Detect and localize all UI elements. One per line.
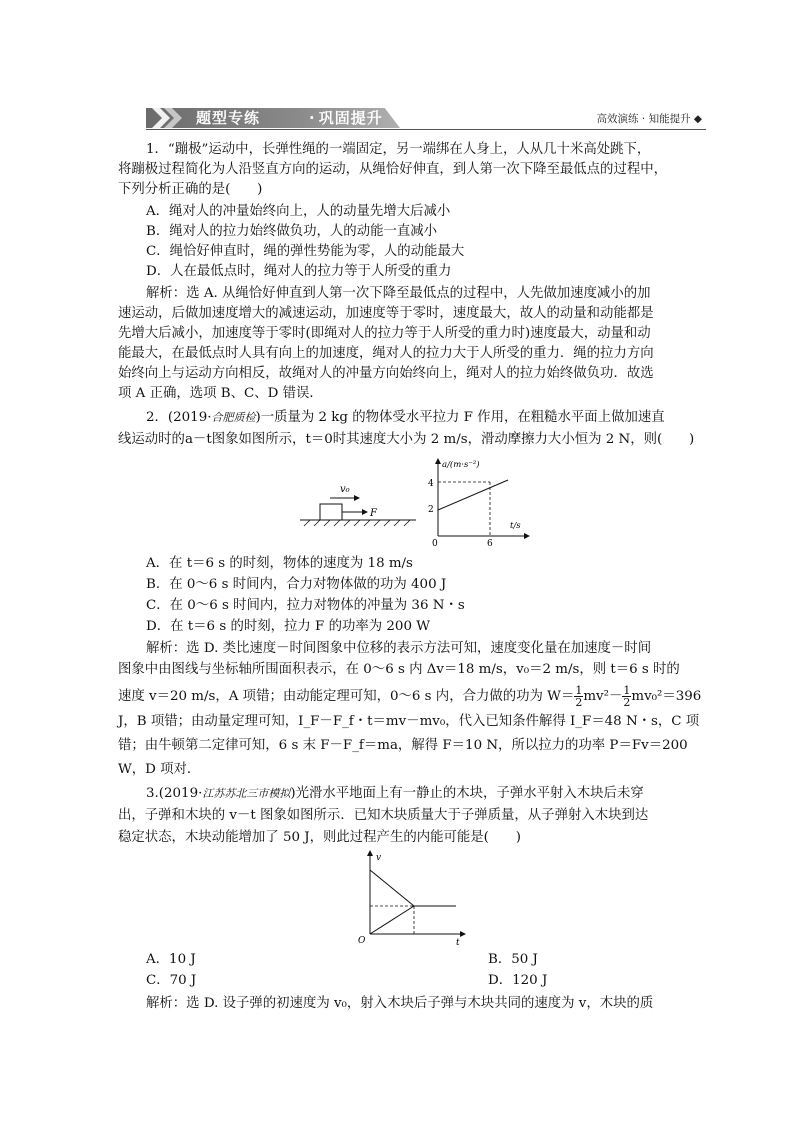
- q2-option-b: B．在 0～6 s 时间内，合力对物体做的功为 400 J: [146, 577, 447, 592]
- q3-stem-text-1: )光滑水平地面上有一静止的木块，子弹水平射入木块后未穿: [290, 786, 644, 801]
- q1-option-b: B．绳对人的拉力始终做负功，人的动能一直减小: [146, 224, 438, 239]
- q2-fig-force-arrowhead: [362, 509, 368, 515]
- q1-analysis-3: 先增大后减小，加速度等于零时(即绳对人的拉力等于人所受的重力时)速度最大，动量和动: [118, 326, 651, 341]
- q1-stem-line-3: 下列分析正确的是( ): [118, 182, 263, 197]
- banner-title: 题型专练: [196, 109, 261, 127]
- q2-graph-y-arrowhead: [435, 458, 441, 464]
- q1-option-d: D．人在最低点时，绳对人的拉力等于人所受的重力: [146, 264, 452, 279]
- q2-fig-v0: v₀: [340, 484, 350, 495]
- q3-source: 江苏苏北三市模拟: [202, 787, 291, 800]
- q3-graph-x-arrowhead: [460, 931, 466, 937]
- q1-number: 1．: [146, 142, 168, 157]
- q3-graph-axis-v: v: [376, 853, 382, 863]
- q2-graph-axis-t: t/s: [510, 521, 521, 531]
- q3-stem-line-3: 稳定状态，木块动能增加了 50 J，则此过程产生的内能可能是( ): [118, 830, 521, 845]
- q2-fig-block: [320, 504, 342, 520]
- q2-graph-tick-2: 2: [428, 505, 434, 515]
- q3-option-c: C．70 J: [146, 973, 197, 988]
- banner-subtitle-text: 巩固提升: [318, 109, 383, 127]
- q3-option-d: D．120 J: [488, 973, 548, 988]
- q2-graph-x-arrowhead: [524, 533, 530, 539]
- q2-stem-line-2: 线运动时的a－t图象如图所示，t＝0时其速度大小为 2 m/s，滑动摩擦力大小恒为 2 N，则( ): [118, 432, 695, 447]
- q2-source: 合肥质检: [211, 411, 256, 424]
- q1-analysis-2: 速运动，后做加速度增大的减速运动，加速度等于零时，速度最大，故人的动量和动能都是: [118, 306, 654, 321]
- q2-fraction-1: [574, 685, 583, 708]
- q2-stem-text-1: )一质量为 2 kg 的物体受水平拉力 F 作用，在粗糙水平面上做加速直: [255, 410, 665, 425]
- q1-stem-line-1: [146, 140, 650, 160]
- q3-graph-origin: O: [358, 936, 366, 946]
- q1-analysis-5: 始终向上与运动方向相反，故绳对人的冲量方向始终向上，绳对人的拉力始终做负功．故选: [118, 366, 654, 381]
- banner-dot: ·: [309, 109, 316, 127]
- q2-fraction-2-den: 2: [623, 696, 631, 709]
- q2-option-c: C．在 0～6 s 时间内，拉力对物体的冲量为 36 N・s: [146, 598, 465, 613]
- banner-subtitle: [306, 108, 383, 128]
- double-chevron-icon: [150, 106, 186, 130]
- q2-fraction-1-den: 2: [575, 696, 583, 709]
- q2-at-graph: [420, 456, 532, 548]
- q2-analysis-3c: mv₀²＝396: [631, 689, 702, 704]
- q3-stem-line-1: [146, 784, 644, 804]
- q2-graph-line: [438, 480, 508, 510]
- q2-analysis-3: [118, 685, 701, 708]
- q2-fig-ground-hatch: [304, 520, 410, 526]
- q2-stem-line-1: [146, 408, 665, 428]
- q3-year: (2019·: [158, 786, 203, 801]
- q2-analysis-1: 解析：选 D. 类比速度－时间图象中位移的表示方法可知，速度变化量在加速度－时间: [146, 641, 652, 656]
- q1-stem-line-2: 将蹦极过程简化为人沿竖直方向的运动，从绳恰好伸直，到人第一次下降至最低点的过程中，: [118, 162, 668, 177]
- q2-analysis-4: J，B 项错；由动量定理可知，I_F－F_f・t＝mv－mv₀，代入已知条件解得 I_F＝48 N・s，C 项: [118, 714, 700, 729]
- q2-fig-v0-arrowhead: [354, 495, 360, 501]
- q3-number: 3.: [146, 786, 159, 801]
- q3-vt-graph: [352, 848, 468, 946]
- q1-analysis-6: 项 A 正确，选项 B、C、D 错误．: [118, 386, 323, 401]
- q2-block-figure: [296, 474, 420, 530]
- q3-stem-line-2: 出，子弹和木块的 v－t 图象如图所示．已知木块质量大于子弹质量，从子弹射入木块到达: [118, 808, 649, 823]
- q2-year: (2019·: [167, 410, 212, 425]
- q3-graph-y-arrowhead: [367, 850, 373, 856]
- q3-option-a: A．10 J: [146, 952, 196, 967]
- q3-option-b: B．50 J: [488, 952, 538, 967]
- q2-analysis-5: 错；由牛顿第二定律可知，6 s 末 F－F_f＝ma，解得 F＝10 N，所以拉力的功率 P＝Fv＝200: [118, 738, 688, 753]
- q1-analysis-1: 解析：选 A. 从绳恰好伸直到人第一次下降至最低点的过程中，人先做加速度减小的加: [146, 286, 651, 301]
- q1-option-c: C．绳恰好伸直时，绳的弹性势能为零，人的动能最大: [146, 244, 465, 259]
- q2-fraction-2-num: 1: [623, 684, 631, 697]
- q2-graph-axis-a: a/(m·s⁻²): [442, 460, 480, 470]
- q2-analysis-3b: mv²－: [583, 689, 623, 704]
- q2-analysis-6: W，D 项对．: [118, 762, 201, 777]
- banner-right-tag: 高效演练 · 知能提升 ◆: [596, 113, 702, 125]
- q2-fig-F: F: [370, 508, 377, 519]
- q2-graph-tick-6: 6: [487, 539, 493, 548]
- section-banner: [146, 104, 706, 130]
- q3-analysis-1: 解析：选 D. 设子弹的初速度为 v₀，射入木块后子弹与木块共同的速度为 v，木块的质: [146, 996, 654, 1011]
- q2-graph-tick-0: 0: [432, 539, 438, 548]
- q3-graph-axis-t: t: [456, 938, 460, 946]
- q1-analysis-4: 能最大，在最低点时人具有向上的加速度，绳对人的拉力大于人所受的重力．绳的拉力方向: [118, 346, 654, 361]
- q3-graph-bullet-line: [370, 870, 414, 906]
- q1-stem-text-1: “蹦极”运动中，长弹性绳的一端固定，另一端绑在人身上，人从几十米高处跳下，: [167, 142, 651, 157]
- q1-option-a: A．绳对人的冲量始终向上，人的动量先增大后减小: [146, 204, 451, 219]
- q3-graph-block-line: [370, 906, 414, 934]
- q2-analysis-2: 图象中由图线与坐标轴所围面积表示，在 0～6 s 内 Δv＝18 m/s，v₀＝2 m/s，则 t＝6 s 时的: [118, 662, 680, 677]
- q2-fraction-1-num: 1: [575, 684, 583, 697]
- q2-option-d: D．在 t＝6 s 的时刻，拉力 F 的功率为 200 W: [146, 619, 430, 634]
- banner-rule: [146, 129, 706, 130]
- q2-number: 2．: [146, 410, 168, 425]
- q2-option-a: A．在 t＝6 s 的时刻，物体的速度为 18 m/s: [146, 556, 413, 571]
- q2-graph-tick-4: 4: [428, 479, 434, 489]
- q2-analysis-3a: 速度 v＝20 m/s，A 项错；由动能定理可知，0～6 s 内，合力做的功为 W＝: [118, 689, 575, 704]
